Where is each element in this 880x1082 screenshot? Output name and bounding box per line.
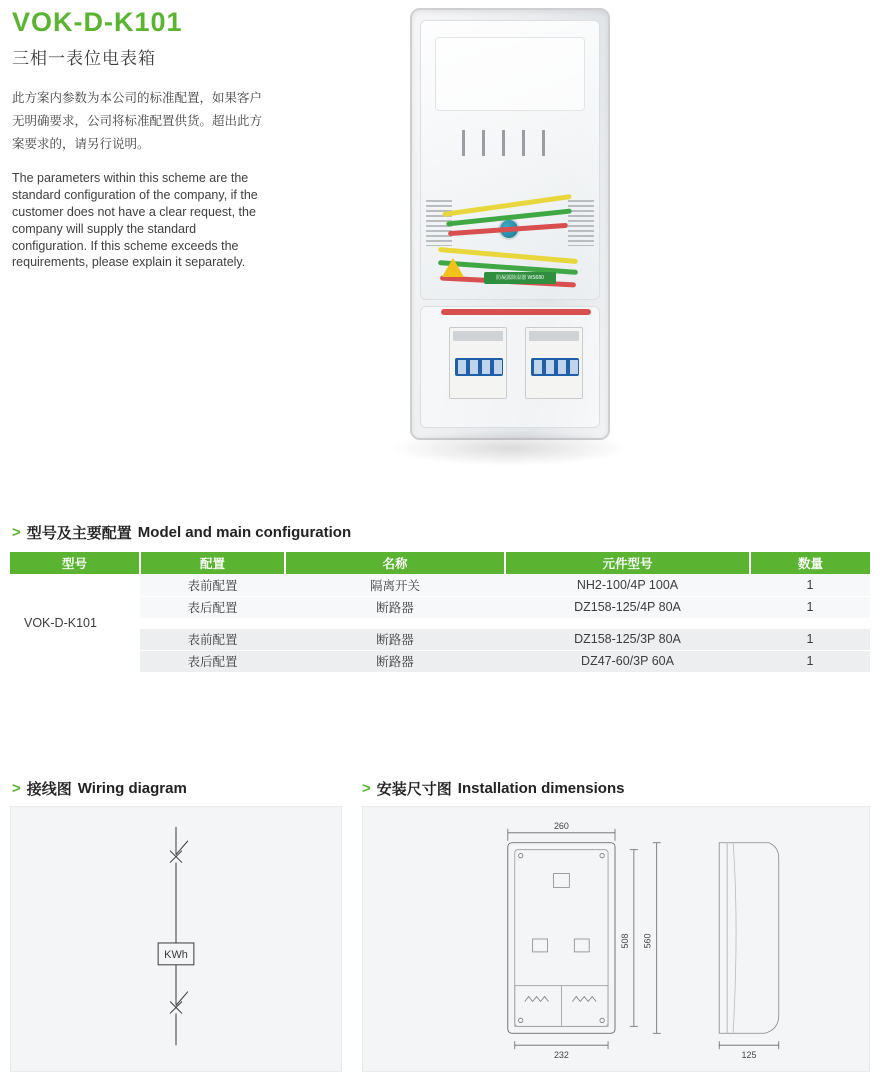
table-row (10, 574, 870, 596)
busbar-red (441, 309, 591, 315)
row-gap (140, 618, 870, 628)
cell-name: 断路器 (285, 628, 505, 650)
th-model: 型号 (10, 552, 140, 574)
cell-part: NH2-100/4P 100A (505, 574, 750, 596)
configuration-table (10, 552, 870, 673)
cell-name: 断路器 (285, 596, 505, 618)
dim-width-bottom: 232 (553, 1050, 569, 1061)
dehumidifier-label: 防凝露除湿器 WS680 (484, 272, 556, 284)
description-english: The parameters within this scheme are the standard configuration of the company, if the customer does not have a clear request, the company will supply the standard configuration. If this scheme exceeds the requirements, please explain it separately. (12, 171, 258, 270)
warning-triangle-icon (442, 258, 464, 277)
cell-qty: 1 (750, 596, 870, 618)
cell-name: 隔离开关 (285, 574, 505, 596)
circuit-breaker-left (449, 327, 507, 399)
cell-config: 表前配置 (140, 628, 285, 650)
breaker-lever (531, 358, 579, 376)
breaker-terminal (529, 331, 579, 341)
meter-label: KWh (164, 948, 188, 961)
page-title: VOK-D-K101 (12, 7, 183, 37)
th-name: 名称 (285, 552, 505, 574)
circuit-breaker-right (525, 327, 583, 399)
dim-height-inner: 508 (619, 933, 630, 949)
bullet-arrow-icon: > (362, 780, 371, 797)
wire-red-upper (448, 223, 568, 236)
cell-part: DZ158-125/3P 80A (505, 628, 750, 650)
dims-title-en: Installation dimensions (457, 780, 625, 797)
bullet-arrow-icon: > (12, 780, 21, 797)
dimensions-svg (363, 807, 869, 1071)
cell-qty: 1 (750, 650, 870, 672)
photo-shadow (390, 430, 630, 466)
ventilation-slots (462, 130, 562, 156)
config-title-en: Model and main configuration (137, 524, 352, 541)
cell-part: DZ158-125/4P 80A (505, 596, 750, 618)
config-section-title (12, 522, 351, 543)
cell-config: 表后配置 (140, 650, 285, 672)
bullet-arrow-icon: > (12, 524, 21, 541)
dim-depth: 125 (741, 1050, 757, 1061)
wiring-section-title (12, 778, 187, 799)
dimensions-section-title (362, 778, 624, 799)
product-header (12, 8, 282, 271)
meter-box-enclosure (410, 8, 610, 440)
wiring-diagram-panel (10, 806, 342, 1072)
breaker-lever (455, 358, 503, 376)
breaker-compartment (420, 306, 600, 428)
dimensions-panel (362, 806, 870, 1072)
meter-window (435, 37, 585, 111)
dim-height-outer: 560 (642, 933, 653, 949)
dim-width-top: 260 (553, 820, 569, 831)
product-photo (330, 0, 750, 500)
table-header-row (10, 552, 870, 574)
cell-config: 表前配置 (140, 574, 285, 596)
config-title-cn: 型号及主要配置 (26, 525, 132, 542)
wiring-title-cn: 接线图 (26, 781, 72, 798)
wiring-diagram-svg (11, 807, 341, 1071)
description-chinese: 此方案内参数为本公司的标准配置，如果客户无明确要求，公司将标准配置供货。超出此方案要求的，请另行说明。 (12, 90, 263, 151)
cell-part: DZ47-60/3P 60A (505, 650, 750, 672)
page-subtitle: 三相一表位电表箱 (12, 48, 156, 68)
cell-qty: 1 (750, 628, 870, 650)
cell-model: VOK-D-K101 (10, 574, 140, 672)
cell-config: 表后配置 (140, 596, 285, 618)
cell-qty: 1 (750, 574, 870, 596)
wiring-title-en: Wiring diagram (77, 780, 187, 797)
breaker-terminal (453, 331, 503, 341)
cell-name: 断路器 (285, 650, 505, 672)
th-part: 元件型号 (505, 552, 750, 574)
th-qty: 数量 (750, 552, 870, 574)
dims-title-cn: 安装尺寸图 (376, 781, 452, 798)
wire-harness (422, 195, 598, 305)
th-config: 配置 (140, 552, 285, 574)
